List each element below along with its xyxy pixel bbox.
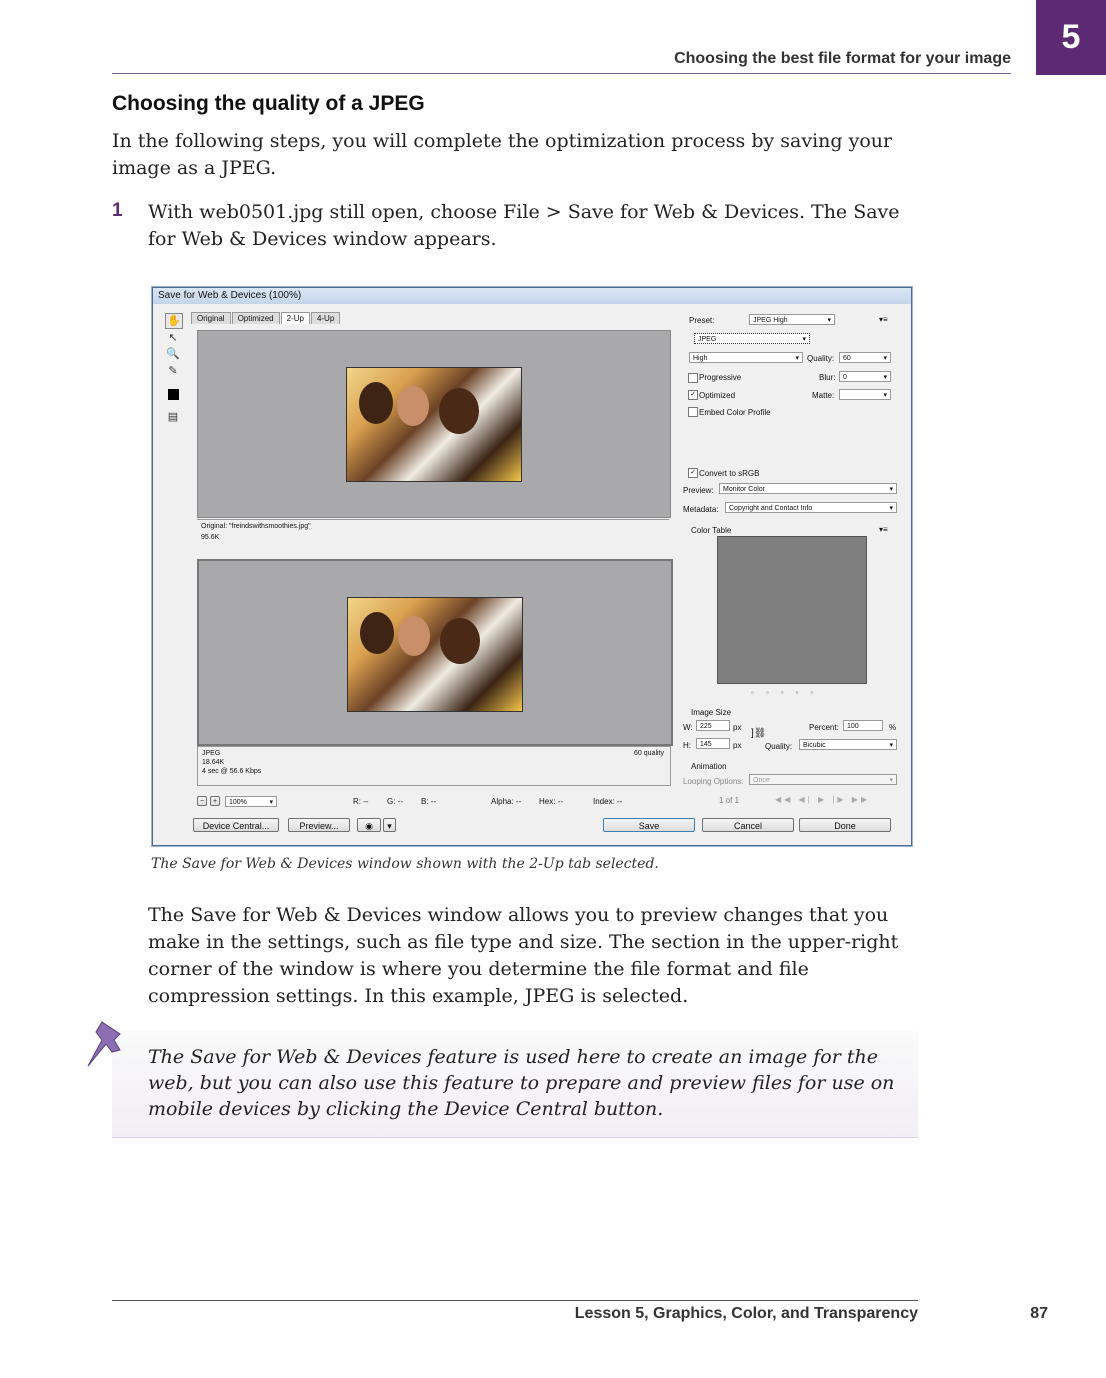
- color-table-menu-icon[interactable]: ▾≡: [879, 525, 888, 534]
- header-rule: [112, 73, 1011, 74]
- matte-field[interactable]: ▾: [839, 389, 891, 400]
- embed-profile-label: Embed Color Profile: [699, 408, 771, 417]
- zoom-out-button[interactable]: −: [197, 796, 207, 806]
- zoom-in-button[interactable]: +: [210, 796, 220, 806]
- color-table-grid[interactable]: [717, 536, 867, 684]
- hand-tool-icon[interactable]: ✋: [165, 313, 183, 329]
- original-filesize: 95.6K: [201, 534, 220, 541]
- original-info: [197, 519, 669, 556]
- pushpin-icon: [80, 1016, 136, 1072]
- optimized-checkbox[interactable]: ✓: [688, 390, 698, 400]
- view-tabs: [191, 312, 341, 324]
- resample-value: Bicubic: [803, 742, 826, 749]
- red-readout: R: --: [353, 797, 369, 806]
- height-unit: px: [733, 741, 742, 750]
- save-for-web-dialog: [152, 287, 912, 846]
- toggle-slices-icon[interactable]: ▤: [167, 411, 179, 423]
- done-button[interactable]: Done: [799, 818, 891, 832]
- dialog-title-bar: [153, 288, 911, 304]
- optimized-quality-readout: 60 quality: [634, 750, 664, 757]
- image-size-label: Image Size: [691, 708, 732, 717]
- original-preview-pane[interactable]: [197, 330, 671, 518]
- convert-srgb-checkbox[interactable]: ✓: [688, 468, 698, 478]
- preset-label: Preset:: [689, 316, 715, 325]
- quality-value: 60: [843, 355, 851, 362]
- optimize-menu-icon[interactable]: ▾≡: [879, 315, 888, 324]
- tab-4-up[interactable]: 4-Up: [311, 312, 340, 324]
- preview-dropdown[interactable]: Monitor Color ▾: [719, 483, 897, 494]
- page-number: 87: [1030, 1305, 1048, 1322]
- looping-label: Looping Options:: [683, 777, 744, 786]
- width-unit: px: [733, 723, 742, 732]
- figure-caption: The Save for Web & Devices window shown with the 2-Up tab selected.: [151, 856, 659, 872]
- percent-field[interactable]: [843, 720, 883, 731]
- hex-readout: Hex: --: [539, 797, 563, 806]
- quality-label: Quality:: [807, 354, 835, 363]
- resample-dropdown[interactable]: Bicubic ▾: [799, 739, 897, 750]
- compression-value: High: [693, 355, 708, 362]
- width-label: W:: [683, 723, 693, 732]
- percent-value: 100: [847, 723, 859, 730]
- compression-dropdown[interactable]: High ▾: [689, 352, 803, 363]
- step-text: With web0501.jpg still open, choose File > Save for Web & Devices. The Save for Web & Devices window appears.: [148, 201, 900, 250]
- original-photo: [346, 367, 522, 482]
- animation-label: Animation: [691, 762, 727, 771]
- height-value: 145: [700, 741, 712, 748]
- frame-counter: 1 of 1: [719, 796, 740, 805]
- zoom-tool-icon[interactable]: 🔍: [166, 348, 180, 360]
- percent-sign: %: [889, 723, 897, 732]
- blur-value: 0: [843, 374, 847, 381]
- optimized-download-time: 4 sec @ 56.6 Kbps: [202, 768, 262, 775]
- metadata-dropdown[interactable]: Copyright and Contact Info ▾: [725, 502, 897, 513]
- footer-lesson-title: Lesson 5, Graphics, Color, and Transparency: [574, 1305, 918, 1322]
- step-number: 1: [112, 200, 123, 221]
- optimized-format: JPEG: [202, 750, 221, 757]
- original-filename: Original: "freindswithsmoothies.jpg": [201, 523, 311, 530]
- browser-menu-chevron-icon[interactable]: ▾: [383, 818, 396, 832]
- blue-readout: B: --: [421, 797, 437, 806]
- blur-field[interactable]: 0 ▾: [839, 371, 891, 382]
- footer-rule: [112, 1300, 918, 1301]
- section-title: Choosing the quality of a JPEG: [112, 92, 425, 115]
- preview-value: Monitor Color: [723, 486, 766, 493]
- resample-quality-label: Quality:: [765, 742, 793, 751]
- color-table-label: Color Table: [691, 526, 732, 535]
- percent-label: Percent:: [809, 723, 839, 732]
- optimized-filesize: 18.64K: [202, 759, 225, 766]
- body-paragraph: The Save for Web & Devices window allows you to preview changes that you make in the settings, such as file type and size. The section in the upper-right corner of the window is where you determine the file format and file compression settings. In this example, JPEG is selected.: [148, 904, 899, 1007]
- preset-value: JPEG High: [753, 317, 788, 324]
- matte-label: Matte:: [812, 391, 835, 400]
- browser-icon[interactable]: ◉: [357, 818, 381, 832]
- metadata-value: Copyright and Contact Info: [729, 505, 813, 512]
- looping-dropdown[interactable]: Once ▾: [749, 774, 897, 785]
- intro-paragraph: In the following steps, you will complete the optimization process by saving your image as a JPEG.: [112, 130, 893, 179]
- preview-label: Preview:: [683, 486, 714, 495]
- quality-field[interactable]: 60 ▾: [839, 352, 891, 363]
- file-format-dropdown[interactable]: JPEG ▾: [694, 333, 810, 344]
- metadata-label: Metadata:: [683, 505, 719, 514]
- width-field[interactable]: [696, 720, 730, 731]
- tab-optimized[interactable]: Optimized: [232, 312, 280, 324]
- optimized-label: Optimized: [699, 391, 736, 400]
- convert-srgb-label: Convert to sRGB: [699, 469, 760, 478]
- tab-original[interactable]: Original: [191, 312, 231, 324]
- embed-profile-checkbox[interactable]: [688, 407, 698, 417]
- height-field[interactable]: [696, 738, 730, 749]
- preview-button[interactable]: Preview...: [288, 818, 350, 832]
- constrain-proportions-icon[interactable]: ]⛓: [751, 728, 767, 739]
- progressive-checkbox[interactable]: [688, 373, 698, 383]
- color-table-tool-icons[interactable]: ▫▫▫▫▫: [751, 688, 826, 697]
- looping-value: Once: [753, 777, 770, 784]
- device-central-button[interactable]: Device Central...: [193, 818, 279, 832]
- progressive-label: Progressive: [699, 373, 742, 382]
- height-label: H:: [683, 741, 691, 750]
- animation-controls[interactable]: ◀◀ ◀| ▶ |▶ ▶▶: [775, 795, 871, 804]
- chapter-tab: 5: [1036, 0, 1106, 75]
- tab-2-up[interactable]: 2-Up: [281, 312, 310, 324]
- zoom-value: 100%: [229, 799, 247, 806]
- eyedropper-color-icon[interactable]: [165, 388, 181, 402]
- alpha-readout: Alpha: --: [491, 797, 522, 806]
- zoom-level-field[interactable]: 100% ▾: [225, 796, 277, 807]
- tip-text: The Save for Web & Devices feature is used here to create an image for the web, but you can also use this feature to prepare and preview files for use on mobile devices by clicking the Device Central button.: [148, 1046, 895, 1120]
- eyedropper-tool-icon[interactable]: ✎: [168, 365, 178, 377]
- green-readout: G: --: [387, 797, 403, 806]
- running-head: Choosing the best file format for your image: [674, 50, 1011, 67]
- cancel-button[interactable]: Cancel: [702, 818, 794, 832]
- dialog-title: Save for Web & Devices (100%): [158, 290, 302, 301]
- preset-dropdown[interactable]: JPEG High ▾: [749, 314, 835, 325]
- blur-label: Blur:: [819, 373, 836, 382]
- optimized-photo: [347, 597, 523, 712]
- file-format-value: JPEG: [698, 336, 717, 343]
- save-button[interactable]: Save: [603, 818, 695, 832]
- index-readout: Index: --: [593, 797, 623, 806]
- optimized-preview-pane[interactable]: [197, 559, 673, 746]
- width-value: 225: [700, 723, 712, 730]
- optimized-info: [197, 746, 671, 786]
- slice-select-tool-icon[interactable]: ↖: [168, 332, 178, 344]
